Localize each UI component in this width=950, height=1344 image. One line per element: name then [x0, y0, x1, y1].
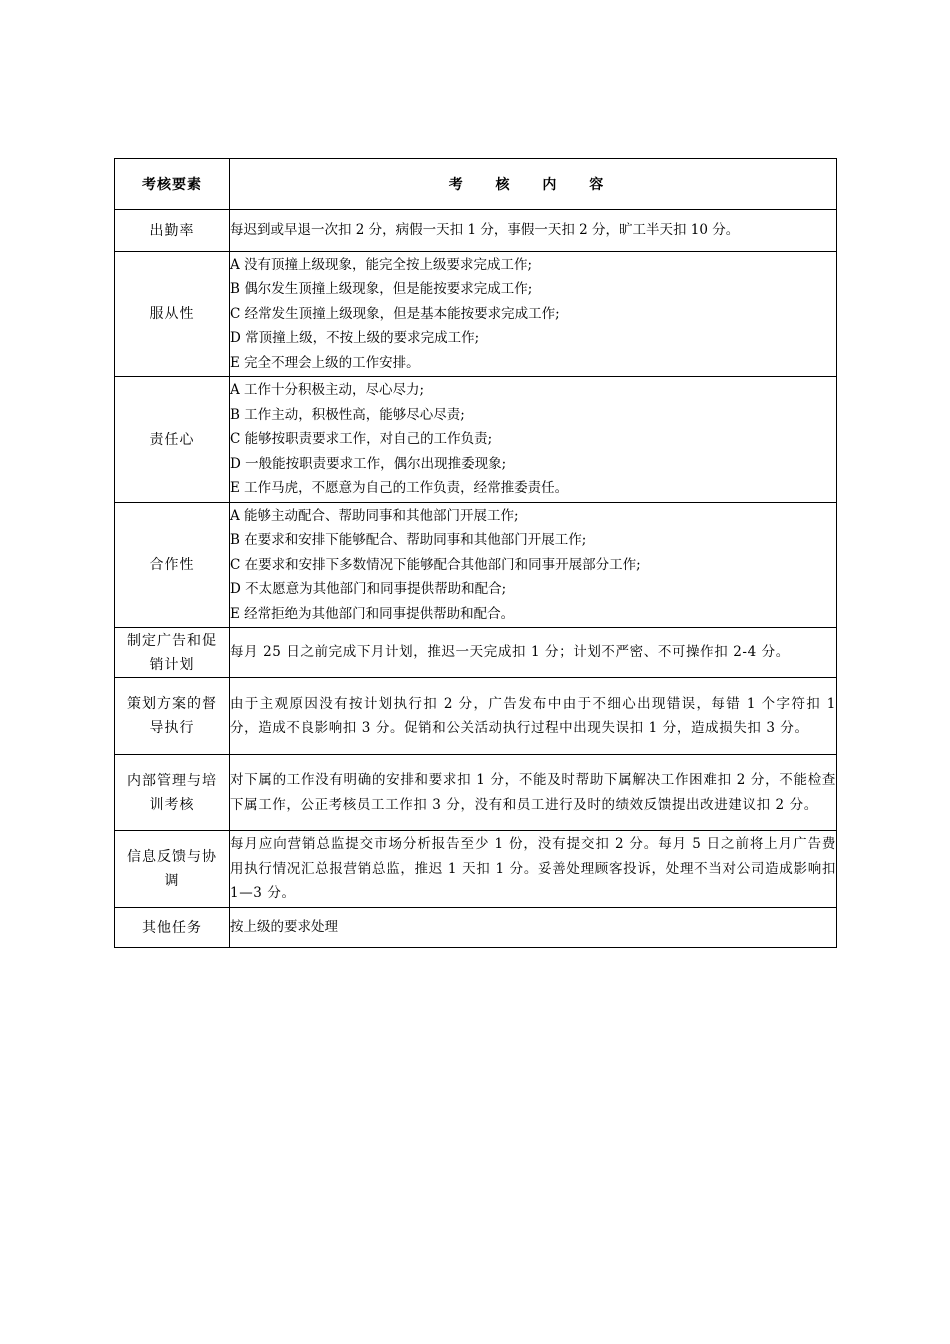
row-content-cell [230, 831, 837, 908]
content-paragraph: 由于主观原因没有按计划执行扣 2 分，广告发布中由于不细心出现错误，每错 1 个字符扣 1 分，造成不良影响扣 3 分。促销和公关活动执行过程中出现失误扣 1 分，造成损失扣 3 分。 [230, 695, 836, 736]
row-key-cell [115, 377, 230, 503]
row-key-cell [115, 210, 230, 252]
row-key: 出勤率 [149, 222, 195, 239]
row-content-cell [230, 377, 837, 503]
row-key-cell [115, 628, 230, 678]
table-header-row [115, 159, 837, 210]
row-key: 制定广告和促销计划 [127, 632, 217, 673]
content-line: B 工作主动，积极性高，能够尽心尽责; [230, 406, 465, 423]
content-line: D 不太愿意为其他部门和同事提供帮助和配合; [230, 581, 507, 598]
content-line: E 完全不理会上级的工作安排。 [230, 354, 420, 371]
table-row [115, 252, 837, 377]
row-content-cell [230, 908, 837, 948]
row-key: 服从性 [149, 306, 195, 322]
content-paragraph: 每月 25 日之前完成下月计划，推迟一天完成扣 1 分；计划不严密、不可操作扣 2-4 分。 [230, 644, 790, 661]
table-row [115, 628, 837, 678]
content-line: A 能够主动配合、帮助同事和其他部门开展工作; [230, 507, 519, 524]
content-line: E 工作马虎，不愿意为自己的工作负责，经常推委责任。 [230, 480, 569, 497]
content-line: B 偶尔发生顶撞上级现象，但是能按要求完成工作; [230, 281, 533, 298]
row-content-cell [230, 503, 837, 628]
content-line: 按上级的要求处理 [230, 919, 338, 936]
row-content-cell [230, 210, 837, 252]
row-key: 内部管理与培训考核 [127, 772, 217, 813]
row-key-cell [115, 503, 230, 628]
content-line: D 一般能按职责要求工作，偶尔出现推委现象; [230, 455, 507, 472]
row-key-cell [115, 252, 230, 377]
table-row [115, 908, 837, 948]
content-paragraph: 每月应向营销总监提交市场分析报告至少 1 份，没有提交扣 2 分。每月 5 日之前将上月广告费用执行情况汇总报营销总监，推迟 1 天扣 1 分。妥善处理顾客投诉，处理不当对公司造成影响扣 1—3 分。 [230, 836, 836, 902]
row-key-cell [115, 755, 230, 831]
table-row [115, 210, 837, 252]
content-line: A 工作十分积极主动，尽心尽力; [230, 382, 425, 399]
row-key: 合作性 [149, 557, 195, 573]
row-key: 其他任务 [142, 919, 202, 936]
row-key-cell [115, 831, 230, 908]
assessment-table [114, 158, 837, 948]
row-content-cell [230, 252, 837, 377]
content-paragraph: 对下属的工作没有明确的安排和要求扣 1 分，不能及时帮助下属解决工作困难扣 2 分，不能检查下属工作，公正考核员工工作扣 3 分，没有和员工进行及时的绩效反馈提出改进建议扣 2 分。 [230, 772, 836, 813]
table-row [115, 503, 837, 628]
table-row [115, 755, 837, 831]
row-content-cell [230, 755, 837, 831]
row-key-cell [115, 678, 230, 755]
content-line: 每迟到或早退一次扣 2 分，病假一天扣 1 分，事假一天扣 2 分，旷工半天扣 10 分。 [230, 222, 740, 239]
content-line: B 在要求和安排下能够配合、帮助同事和其他部门开展工作; [230, 532, 587, 549]
row-key: 责任心 [149, 431, 195, 448]
content-line: C 能够按职责要求工作，对自己的工作负责; [230, 431, 493, 448]
content-line: C 经常发生顶撞上级现象，但是基本能按要求完成工作; [230, 305, 560, 322]
header-assessment-content: 考 核 内 容 [230, 159, 837, 210]
content-line: A 没有顶撞上级现象，能完全按上级要求完成工作; [230, 256, 533, 273]
row-key: 策划方案的督导执行 [127, 696, 217, 736]
table-row [115, 831, 837, 908]
table-row [115, 678, 837, 755]
row-key-cell [115, 908, 230, 948]
row-content-cell [230, 678, 837, 755]
table-row [115, 377, 837, 503]
content-line: D 常顶撞上级，不按上级的要求完成工作; [230, 330, 480, 347]
row-content-cell [230, 628, 837, 678]
content-line: C 在要求和安排下多数情况下能够配合其他部门和同事开展部分工作; [230, 556, 641, 573]
row-key: 信息反馈与协调 [127, 849, 217, 889]
content-line: E 经常拒绝为其他部门和同事提供帮助和配合。 [230, 605, 515, 622]
header-assessment-element: 考核要素 [115, 159, 230, 210]
